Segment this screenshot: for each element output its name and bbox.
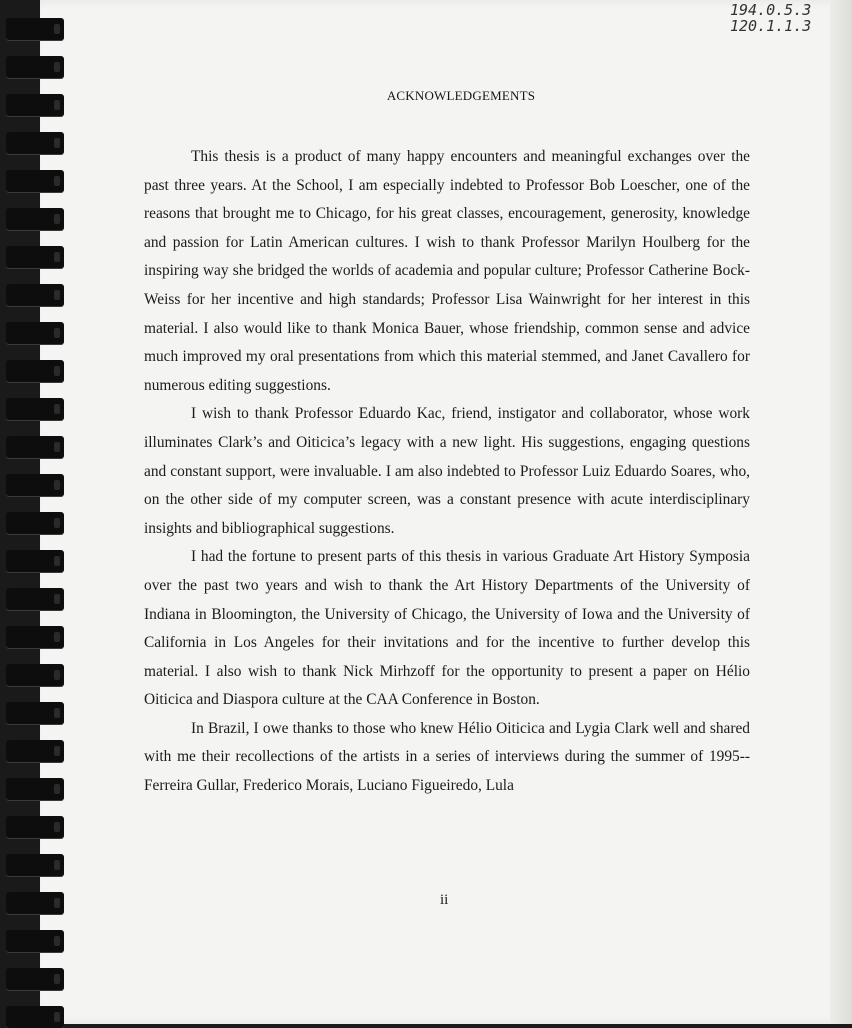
binding-hole	[54, 898, 60, 908]
binding-ring	[6, 512, 64, 534]
binding-ring	[6, 664, 64, 686]
binding-hole	[54, 252, 60, 262]
binding-ring	[6, 246, 64, 268]
binding-ring	[6, 474, 64, 496]
binding-hole	[54, 214, 60, 224]
binding-ring	[6, 968, 64, 990]
binding-hole	[54, 670, 60, 680]
binding-ring	[6, 550, 64, 572]
binding-ring	[6, 170, 64, 192]
spiral-binding	[0, 0, 70, 1024]
binding-hole	[54, 138, 60, 148]
binding-hole	[54, 784, 60, 794]
paragraph: I wish to thank Professor Eduardo Kac, friend, instigator and collaborator, whose work illuminates Clark’s and Oiticica’s legacy with a new light. His suggestions, engaging questions and constant support, were invaluable. I am also indebted to Professor Luiz Eduardo Soares, who, on the other side of my computer screen, was a constant presence with acute interdisciplinary insights and bibliographical suggestions.	[144, 405, 750, 537]
binding-hole	[54, 822, 60, 832]
binding-hole	[54, 746, 60, 756]
binding-hole	[54, 328, 60, 338]
binding-ring	[6, 208, 64, 230]
binding-hole	[54, 632, 60, 642]
binding-hole	[54, 594, 60, 604]
binding-hole	[54, 974, 60, 984]
paragraph: In Brazil, I owe thanks to those who knew Hélio Oiticica and Lygia Clark well and shared with me their recollections of the artists in a series of interviews during the summer of 1995--Ferreira Gullar, Frederico Morais, Luciano Figueiredo, Lula	[144, 719, 750, 795]
binding-hole	[54, 518, 60, 528]
binding-ring	[6, 284, 64, 306]
binding-hole	[54, 176, 60, 186]
page-heading	[0, 88, 852, 104]
binding-ring	[6, 588, 64, 610]
binding-hole	[54, 936, 60, 946]
paragraph: This thesis is a product of many happy encounters and meaningful exchanges over the past three years. At the School, I am especially indebted to Professor Bob Loescher, one of the reasons that brought me to Chicago, for his great classes, encouragement, generosity, knowledge and passion for Latin American cultures. I wish to thank Professor Marilyn Houlberg for the inspiring way she bridged the worlds of academia and popular culture; Professor Catherine Bock-Weiss for her incentive and high standards; Professor Lisa Wainwright for her interest in this material. I also would like to thank Monica Bauer, whose friendship, common sense and advice much improved my oral presentations from which this material stemmed, and Janet Cavallero for numerous editing suggestions.	[144, 148, 750, 394]
binding-hole	[54, 62, 60, 72]
binding-hole	[54, 290, 60, 300]
binding-ring	[6, 398, 64, 420]
binding-ring	[6, 360, 64, 382]
binding-ring	[6, 626, 64, 648]
binding-hole	[54, 24, 60, 34]
binding-ring	[6, 892, 64, 914]
binding-ring	[6, 1006, 64, 1028]
page-edge	[830, 0, 852, 1024]
body-text	[144, 143, 750, 801]
binding-ring	[6, 930, 64, 952]
archive-mark-line: 120.1.1.3	[730, 17, 812, 35]
archive-mark-line: 194.0.5.3	[730, 1, 812, 19]
heading-text: ACKNOWLEDGEMENTS	[386, 88, 536, 103]
binding-ring	[6, 132, 64, 154]
binding-ring	[6, 436, 64, 458]
binding-ring	[6, 740, 64, 762]
binding-ring	[6, 854, 64, 876]
binding-hole	[54, 1012, 60, 1022]
paragraph: I had the fortune to present parts of this thesis in various Graduate Art History Symposia over the past two years and wish to thank the Art History Departments of the University of Indiana in Bloomington, the University of Chicago, the University of Iowa and the University of California in Los Angeles for their invitations and for the incentive to further develop this material. I also wish to thank Nick Mirhzoff for the opportunity to present a paper on Hélio Oiticica and Diaspora culture at the CAA Conference in Boston.	[144, 548, 750, 709]
binding-ring	[6, 778, 64, 800]
binding-hole	[54, 556, 60, 566]
binding-hole	[54, 366, 60, 376]
binding-hole	[54, 404, 60, 414]
binding-ring	[6, 56, 64, 78]
archive-mark	[730, 2, 840, 34]
page-number: ii	[440, 892, 449, 908]
binding-hole	[54, 708, 60, 718]
binding-hole	[54, 860, 60, 870]
binding-ring	[6, 322, 64, 344]
binding-hole	[54, 480, 60, 490]
binding-ring	[6, 816, 64, 838]
binding-ring	[6, 702, 64, 724]
binding-ring	[6, 18, 64, 40]
binding-hole	[54, 442, 60, 452]
